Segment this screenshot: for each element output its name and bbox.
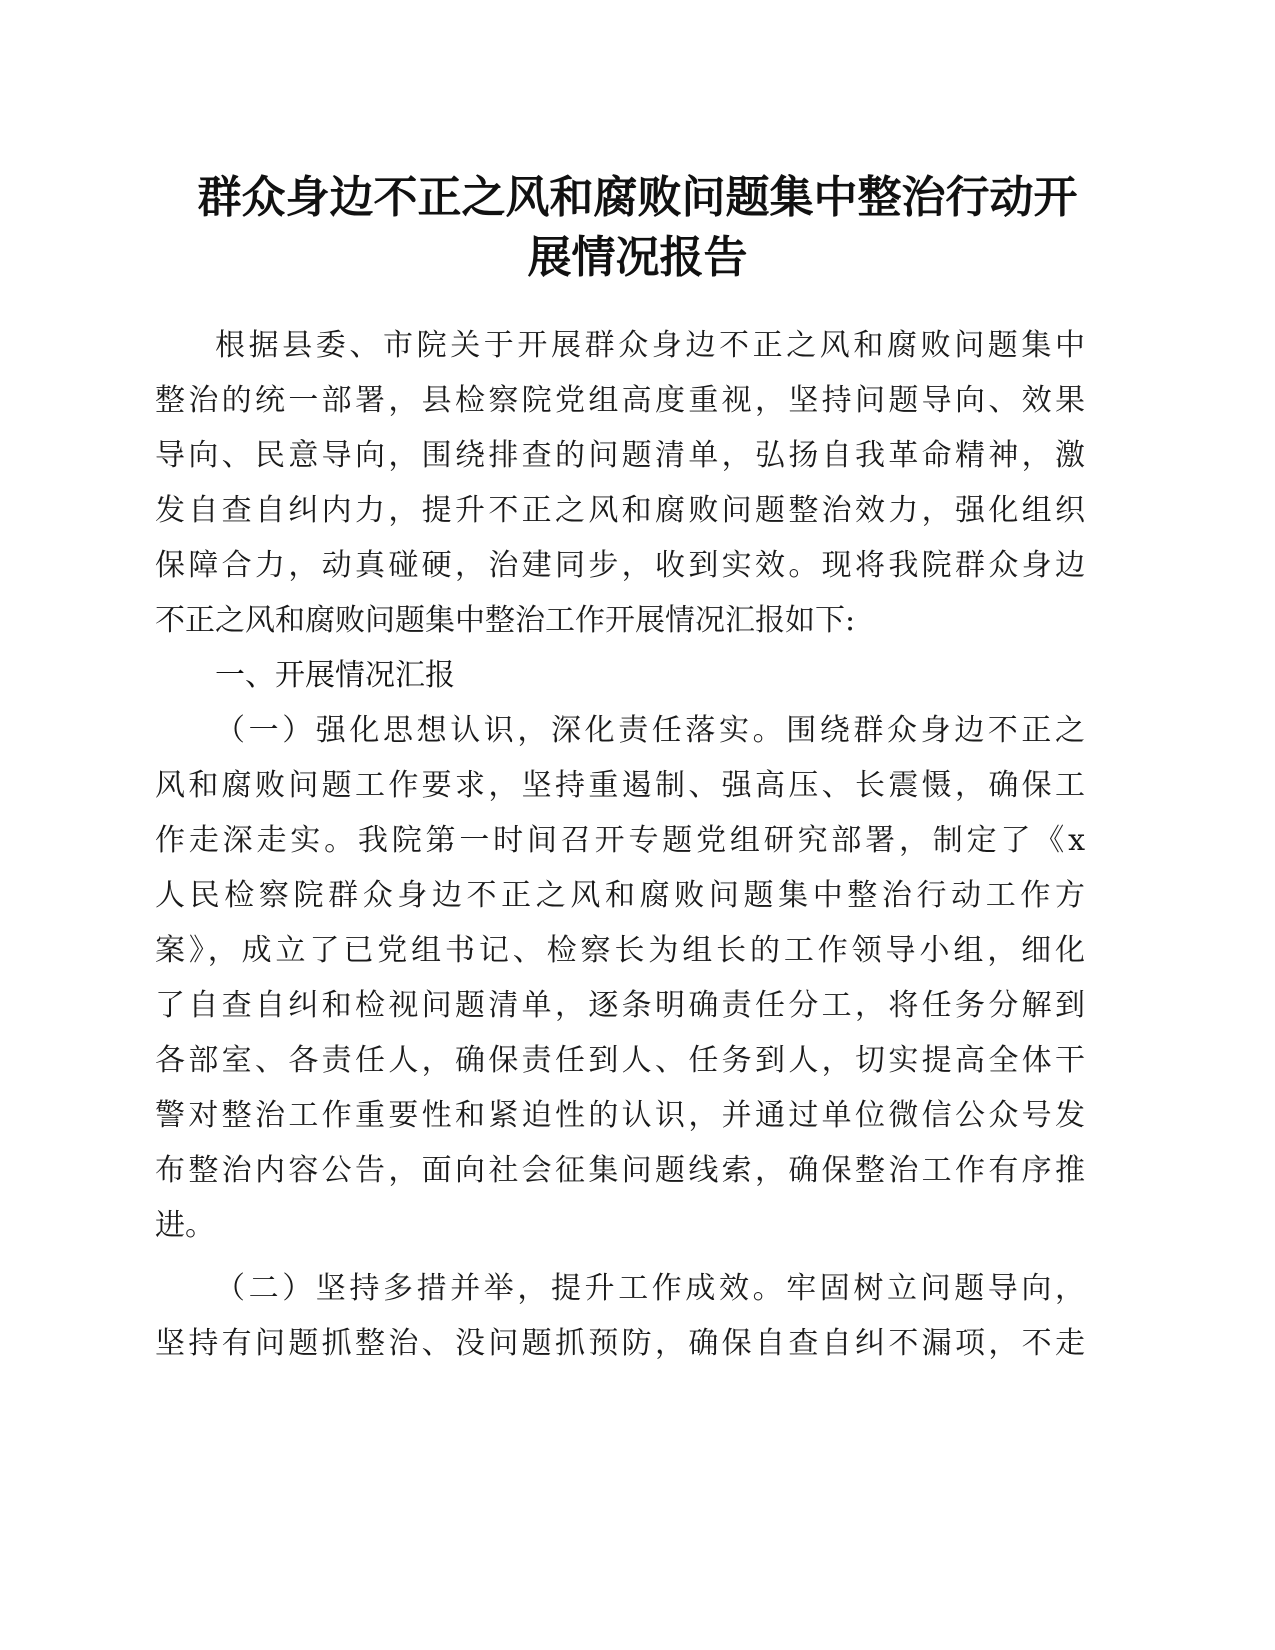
text-line: 风和腐败问题工作要求，坚持重遏制、强高压、长震慑，确保工 [155,768,1085,803]
text-line: 人民检察院群众身边不正之风和腐败问题集中整治行动工作方 [155,878,1085,913]
text-line: 导向、民意导向，围绕排查的问题清单，弘扬自我革命精神，激 [155,438,1085,473]
text-line: 布整治内容公告，面向社会征集问题线索，确保整治工作有序推 [155,1153,1085,1188]
section-heading: 一、开展情况汇报 [215,658,455,693]
text-line: （一）强化思想认识，深化责任落实。围绕群众身边不正之 [215,713,1085,748]
text-line: 作走深走实。我院第一时间召开专题党组研究部署，制定了《x [155,823,1085,858]
text-line: 了自查自纠和检视问题清单，逐条明确责任分工，将任务分解到 [155,988,1085,1023]
paragraph-gap [155,1253,1085,1261]
paragraph-2 [155,1261,1085,1371]
intro-paragraph [155,318,1085,648]
text-line: 发自查自纠内力，提升不正之风和腐败问题整治效力，强化组织 [155,493,1085,528]
document-body [155,318,1085,1371]
text-line: 进。 [155,1208,215,1243]
text-line: 根据县委、市院关于开展群众身边不正之风和腐败问题集中 [215,328,1085,363]
text-line: 坚持有问题抓整治、没问题抓预防，确保自查自纠不漏项，不走 [155,1326,1085,1361]
text-line: 不正之风和腐败问题集中整治工作开展情况汇报如下: [155,603,856,638]
title-line: 展情况报告 [527,232,748,283]
text-line: 各部室、各责任人，确保责任到人、任务到人，切实提高全体干 [155,1043,1085,1078]
paragraph-1 [155,703,1085,1253]
text-line: 整治的统一部署，县检察院党组高度重视，坚持问题导向、效果 [155,383,1085,418]
title-line: 群众身边不正之风和腐败问题集中整治行动开 [197,172,1078,223]
text-line: 案》，成立了已党组书记、检察长为组长的工作领导小组，细化 [155,933,1085,968]
document-title [120,168,1155,288]
text-line: 警对整治工作重要性和紧迫性的认识，并通过单位微信公众号发 [155,1098,1085,1133]
text-line: 保障合力，动真碰硬，治建同步，收到实效。现将我院群众身边 [155,548,1085,583]
text-line: （二）坚持多措并举，提升工作成效。牢固树立问题导向， [215,1271,1085,1306]
